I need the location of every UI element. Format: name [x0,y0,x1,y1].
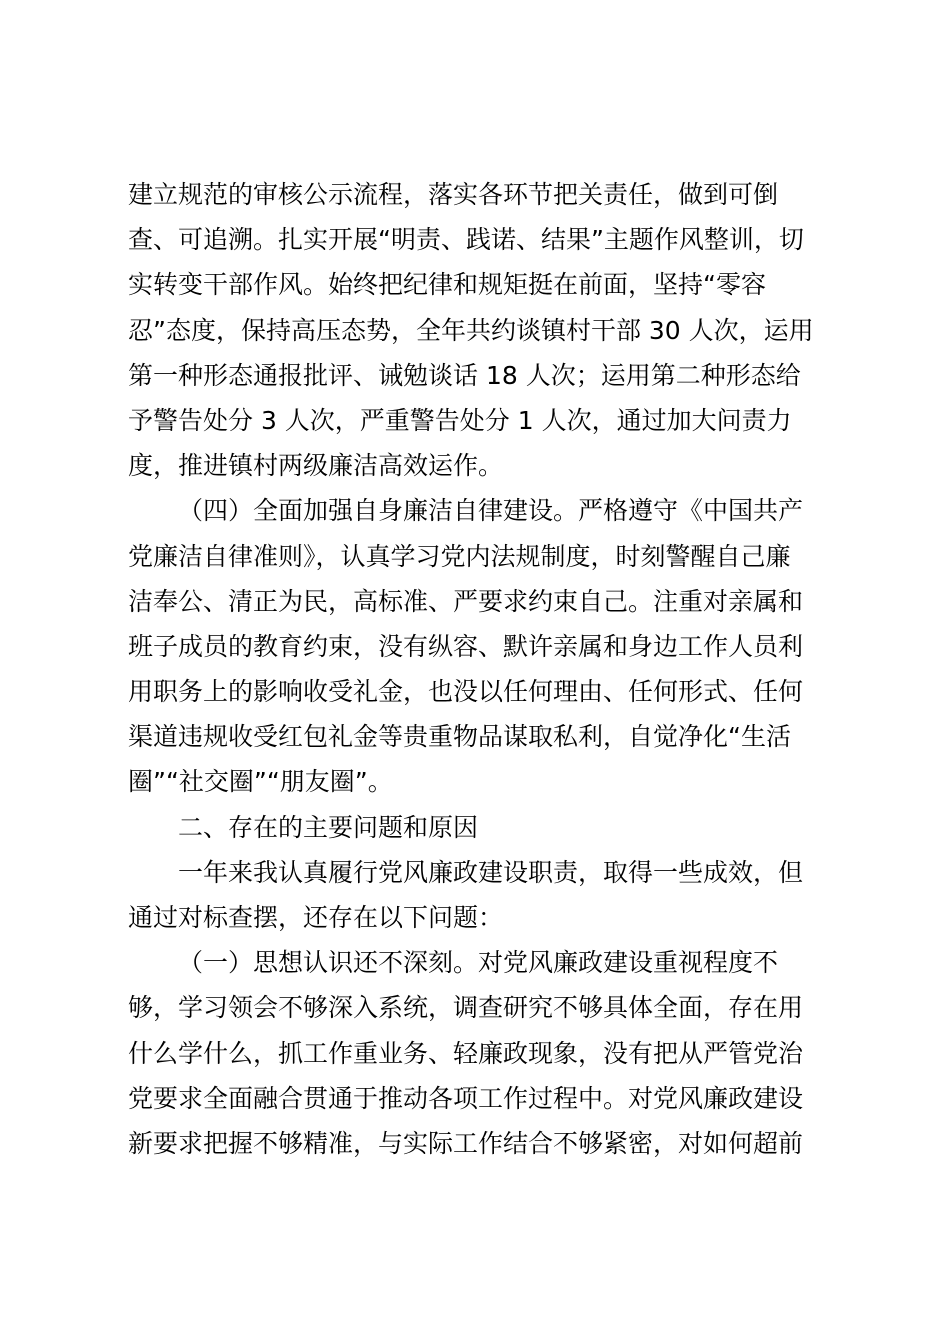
section-heading: 二、存在的主要问题和原因 [178,812,479,842]
text-line: 班子成员的教育约束，没有纵容、默许亲属和身边工作人员利 [128,631,804,661]
paragraph-first-line: 一年来我认真履行党风廉政建设职责，取得一些成效，但 [178,857,804,887]
text-line: 度，推进镇村两级廉洁高效运作。 [128,451,504,481]
text-line: 予警告处分 3 人次，严重警告处分 1 人次，通过加大问责力 [128,405,792,435]
text-line: 第一种形态通报批评、诫勉谈话 18 人次；运用第二种形态给 [128,360,801,390]
text-line: 通过对标查摆，还存在以下问题： [128,903,504,932]
text-line: 党要求全面融合贯通于推动各项工作过程中。对党风廉政建设 [128,1083,804,1113]
text-line: 新要求把握不够精准，与实际工作结合不够紧密，对如何超前 [128,1128,804,1158]
text-line: 实转变干部作风。始终把纪律和规矩挺在前面，坚持“零容 [128,270,766,300]
document-body [128,172,828,1166]
text-line: 忍”态度，保持高压态势，全年共约谈镇村干部 30 人次，运用 [128,315,814,345]
paragraph-heading-line: （一）思想认识还不深刻。对党风廉政建设重视程度不 [178,948,779,978]
paragraph-heading-line: （四）全面加强自身廉洁自律建设。严格遵守《中国共产 [178,496,804,526]
text-line: 建立规范的审核公示流程，落实各环节把关责任，做到可倒 [128,180,779,209]
text-line: 什么学什么，抓工作重业务、轻廉政现象，没有把从严管党治 [128,1038,804,1068]
text-line: 用职务上的影响收受礼金，也没以任何理由、任何形式、任何 [128,677,804,707]
text-line: 够，学习领会不够深入系统，调查研究不够具体全面，存在用 [128,993,804,1023]
text-line: 查、可追溯。扎实开展“明责、践诺、结果”主题作风整训，切 [128,225,804,255]
text-line: 渠道违规收受红包礼金等贵重物品谋取私利，自觉净化“生活 [128,722,791,752]
text-line: 圈”“社交圈”“朋友圈”。 [128,767,393,797]
text-line: 洁奉公、清正为民，高标准、严要求约束自己。注重对亲属和 [128,586,804,616]
text-line: 党廉洁自律准则》，认真学习党内法规制度，时刻警醒自己廉 [128,541,791,571]
